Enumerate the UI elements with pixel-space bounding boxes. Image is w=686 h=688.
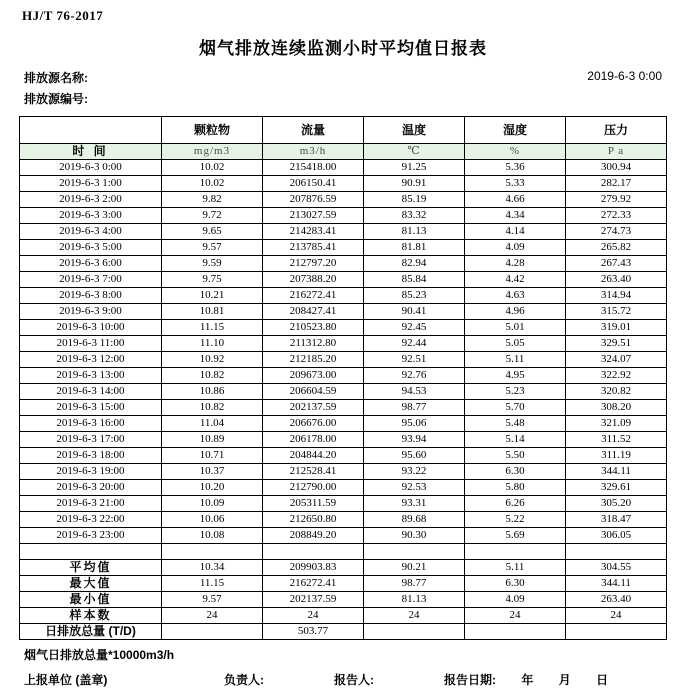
cell-value: 92.53 — [364, 480, 465, 496]
daily-total-pressure — [566, 624, 667, 640]
cell-value: 211312.80 — [263, 336, 364, 352]
page-title: 烟气排放连续监测小时平均值日报表 — [199, 39, 487, 58]
cell-value: 4.28 — [465, 256, 566, 272]
cell-value: 5.48 — [465, 416, 566, 432]
summary-value: 24 — [465, 608, 566, 624]
cell-value: 5.36 — [465, 160, 566, 176]
reporting-unit-label: 上报单位 (盖章) — [24, 673, 108, 687]
cell-time: 2019-6-3 2:00 — [20, 192, 162, 208]
cell-value: 329.51 — [566, 336, 667, 352]
summary-row — [20, 560, 667, 576]
summary-value: 4.09 — [465, 592, 566, 608]
spacer-cell — [263, 544, 364, 560]
cell-value: 9.82 — [162, 192, 263, 208]
cell-value: 210523.80 — [263, 320, 364, 336]
cell-value: 5.22 — [465, 512, 566, 528]
table-row — [20, 320, 667, 336]
summary-value: 24 — [263, 608, 364, 624]
cell-value: 10.02 — [162, 176, 263, 192]
summary-value: 24 — [162, 608, 263, 624]
table-row — [20, 160, 667, 176]
cell-value: 311.19 — [566, 448, 667, 464]
summary-row — [20, 592, 667, 608]
cell-value: 214283.41 — [263, 224, 364, 240]
cell-value: 5.05 — [465, 336, 566, 352]
cell-value: 98.77 — [364, 400, 465, 416]
header-pressure: 压力 — [566, 117, 667, 144]
summary-row — [20, 608, 667, 624]
cell-value: 207388.20 — [263, 272, 364, 288]
header-flow: 流量 — [263, 117, 364, 144]
cell-value: 92.45 — [364, 320, 465, 336]
cell-value: 5.69 — [465, 528, 566, 544]
unit-time: 时 间 — [20, 144, 162, 160]
cell-value: 10.08 — [162, 528, 263, 544]
table-row — [20, 256, 667, 272]
table-row — [20, 384, 667, 400]
standard-code: HJ/T 76-2017 — [22, 8, 104, 23]
footer-note: 烟气日排放总量*10000m3/h — [24, 648, 175, 662]
cell-value: 300.94 — [566, 160, 667, 176]
cell-time: 2019-6-3 14:00 — [20, 384, 162, 400]
cell-value: 93.22 — [364, 464, 465, 480]
table-row — [20, 400, 667, 416]
summary-value: 263.40 — [566, 592, 667, 608]
table-row — [20, 288, 667, 304]
summary-label: 最大值 — [20, 576, 162, 592]
cell-value: 209673.00 — [263, 368, 364, 384]
cell-value: 213027.59 — [263, 208, 364, 224]
summary-label: 平均值 — [20, 560, 162, 576]
cell-value: 5.23 — [465, 384, 566, 400]
cell-value: 5.33 — [465, 176, 566, 192]
cell-value: 5.14 — [465, 432, 566, 448]
cell-value: 314.94 — [566, 288, 667, 304]
cell-value: 204844.20 — [263, 448, 364, 464]
report-datetime: 2019-6-3 0:00 — [587, 69, 662, 83]
cell-value: 212797.20 — [263, 256, 364, 272]
cell-value: 324.07 — [566, 352, 667, 368]
cell-time: 2019-6-3 22:00 — [20, 512, 162, 528]
spacer-cell — [566, 544, 667, 560]
cell-value: 10.02 — [162, 160, 263, 176]
cell-value: 202137.59 — [263, 400, 364, 416]
cell-value: 9.59 — [162, 256, 263, 272]
cell-value: 85.84 — [364, 272, 465, 288]
table-row — [20, 192, 667, 208]
cell-value: 9.72 — [162, 208, 263, 224]
cell-value: 213785.41 — [263, 240, 364, 256]
summary-value: 24 — [364, 608, 465, 624]
summary-value: 209903.83 — [263, 560, 364, 576]
cell-value: 207876.59 — [263, 192, 364, 208]
spacer-cell — [465, 544, 566, 560]
source-code-row — [18, 90, 668, 108]
cell-value: 10.82 — [162, 368, 263, 384]
spacer-cell — [364, 544, 465, 560]
cell-time: 2019-6-3 6:00 — [20, 256, 162, 272]
cell-value: 95.60 — [364, 448, 465, 464]
cell-value: 82.94 — [364, 256, 465, 272]
cell-value: 206604.59 — [263, 384, 364, 400]
cell-value: 205311.59 — [263, 496, 364, 512]
header-blank — [20, 117, 162, 144]
summary-value: 98.77 — [364, 576, 465, 592]
cell-time: 2019-6-3 18:00 — [20, 448, 162, 464]
cell-value: 94.53 — [364, 384, 465, 400]
cell-value: 4.09 — [465, 240, 566, 256]
responsible-person-label: 负责人: — [224, 673, 264, 687]
cell-value: 4.95 — [465, 368, 566, 384]
spacer-row — [20, 544, 667, 560]
source-name-row — [18, 69, 668, 87]
summary-value: 344.11 — [566, 576, 667, 592]
cell-value: 89.68 — [364, 512, 465, 528]
cell-value: 83.32 — [364, 208, 465, 224]
unit-pressure: P a — [566, 144, 667, 160]
cell-value: 93.94 — [364, 432, 465, 448]
summary-value: 304.55 — [566, 560, 667, 576]
cell-value: 308.20 — [566, 400, 667, 416]
table-row — [20, 416, 667, 432]
cell-time: 2019-6-3 17:00 — [20, 432, 162, 448]
cell-time: 2019-6-3 19:00 — [20, 464, 162, 480]
summary-label: 最小值 — [20, 592, 162, 608]
reporter-label: 报告人: — [334, 673, 374, 687]
unit-humidity: % — [465, 144, 566, 160]
table-row — [20, 512, 667, 528]
spacer-cell — [162, 544, 263, 560]
summary-value: 9.57 — [162, 592, 263, 608]
cell-value: 10.20 — [162, 480, 263, 496]
summary-value: 10.34 — [162, 560, 263, 576]
cell-time: 2019-6-3 1:00 — [20, 176, 162, 192]
cell-time: 2019-6-3 10:00 — [20, 320, 162, 336]
day-label: 日 — [596, 673, 609, 687]
table-row — [20, 352, 667, 368]
spacer-cell — [20, 544, 162, 560]
emission-data-table — [19, 116, 667, 640]
header-temperature: 温度 — [364, 117, 465, 144]
source-code-label: 排放源编号: — [24, 92, 88, 106]
cell-time: 2019-6-3 0:00 — [20, 160, 162, 176]
cell-value: 5.80 — [465, 480, 566, 496]
cell-value: 10.86 — [162, 384, 263, 400]
summary-value: 24 — [566, 608, 667, 624]
cell-value: 216272.41 — [263, 288, 364, 304]
cell-value: 315.72 — [566, 304, 667, 320]
summary-value: 11.15 — [162, 576, 263, 592]
cell-value: 85.23 — [364, 288, 465, 304]
cell-value: 208849.20 — [263, 528, 364, 544]
cell-value: 322.92 — [566, 368, 667, 384]
table-header-row — [20, 117, 667, 144]
cell-value: 319.01 — [566, 320, 667, 336]
cell-value: 11.10 — [162, 336, 263, 352]
cell-value: 215418.00 — [263, 160, 364, 176]
cell-time: 2019-6-3 15:00 — [20, 400, 162, 416]
cell-value: 10.06 — [162, 512, 263, 528]
daily-total-humidity — [465, 624, 566, 640]
cell-time: 2019-6-3 11:00 — [20, 336, 162, 352]
cell-value: 4.14 — [465, 224, 566, 240]
cell-value: 4.34 — [465, 208, 566, 224]
cell-value: 6.30 — [465, 464, 566, 480]
table-row — [20, 448, 667, 464]
table-row — [20, 208, 667, 224]
cell-time: 2019-6-3 5:00 — [20, 240, 162, 256]
cell-value: 10.89 — [162, 432, 263, 448]
cell-value: 10.81 — [162, 304, 263, 320]
cell-value: 81.81 — [364, 240, 465, 256]
summary-value: 6.30 — [465, 576, 566, 592]
cell-value: 212185.20 — [263, 352, 364, 368]
cell-value: 10.82 — [162, 400, 263, 416]
cell-value: 212650.80 — [263, 512, 364, 528]
cell-value: 212528.41 — [263, 464, 364, 480]
cell-value: 282.17 — [566, 176, 667, 192]
cell-value: 306.05 — [566, 528, 667, 544]
cell-value: 91.25 — [364, 160, 465, 176]
cell-value: 9.57 — [162, 240, 263, 256]
cell-time: 2019-6-3 9:00 — [20, 304, 162, 320]
summary-value: 81.13 — [364, 592, 465, 608]
cell-value: 318.47 — [566, 512, 667, 528]
summary-value: 5.11 — [465, 560, 566, 576]
table-row — [20, 432, 667, 448]
summary-label: 样本数 — [20, 608, 162, 624]
cell-value: 329.61 — [566, 480, 667, 496]
cell-value: 85.19 — [364, 192, 465, 208]
cell-value: 265.82 — [566, 240, 667, 256]
cell-value: 206150.41 — [263, 176, 364, 192]
unit-flow: m3/h — [263, 144, 364, 160]
cell-value: 92.76 — [364, 368, 465, 384]
cell-time: 2019-6-3 7:00 — [20, 272, 162, 288]
cell-value: 90.30 — [364, 528, 465, 544]
daily-total-row — [20, 624, 667, 640]
cell-value: 90.41 — [364, 304, 465, 320]
cell-value: 11.15 — [162, 320, 263, 336]
cell-value: 9.65 — [162, 224, 263, 240]
cell-value: 274.73 — [566, 224, 667, 240]
table-row — [20, 368, 667, 384]
table-row — [20, 272, 667, 288]
table-row — [20, 304, 667, 320]
cell-value: 4.96 — [465, 304, 566, 320]
cell-value: 5.50 — [465, 448, 566, 464]
cell-value: 9.75 — [162, 272, 263, 288]
summary-value: 90.21 — [364, 560, 465, 576]
cell-value: 4.42 — [465, 272, 566, 288]
summary-value: 216272.41 — [263, 576, 364, 592]
unit-particulate: mg/m3 — [162, 144, 263, 160]
cell-value: 5.01 — [465, 320, 566, 336]
cell-value: 321.09 — [566, 416, 667, 432]
daily-total-temperature — [364, 624, 465, 640]
header-humidity: 湿度 — [465, 117, 566, 144]
footer-signature-row — [18, 671, 668, 688]
cell-value: 10.21 — [162, 288, 263, 304]
header-particulate: 颗粒物 — [162, 117, 263, 144]
cell-value: 10.09 — [162, 496, 263, 512]
daily-total-flow: 503.77 — [263, 624, 364, 640]
table-row — [20, 464, 667, 480]
cell-value: 81.13 — [364, 224, 465, 240]
table-row — [20, 528, 667, 544]
cell-value: 4.63 — [465, 288, 566, 304]
cell-time: 2019-6-3 21:00 — [20, 496, 162, 512]
cell-time: 2019-6-3 13:00 — [20, 368, 162, 384]
cell-value: 92.44 — [364, 336, 465, 352]
daily-total-particulate — [162, 624, 263, 640]
table-row — [20, 336, 667, 352]
table-row — [20, 176, 667, 192]
report-date-label: 报告日期: — [444, 673, 496, 687]
table-row — [20, 224, 667, 240]
summary-row — [20, 576, 667, 592]
cell-value: 212790.00 — [263, 480, 364, 496]
cell-value: 90.91 — [364, 176, 465, 192]
daily-total-label: 日排放总量 (T/D) — [20, 624, 162, 640]
cell-value: 206676.00 — [263, 416, 364, 432]
cell-value: 10.37 — [162, 464, 263, 480]
cell-time: 2019-6-3 23:00 — [20, 528, 162, 544]
table-row — [20, 480, 667, 496]
cell-value: 311.52 — [566, 432, 667, 448]
cell-value: 206178.00 — [263, 432, 364, 448]
cell-value: 93.31 — [364, 496, 465, 512]
cell-value: 305.20 — [566, 496, 667, 512]
cell-value: 320.82 — [566, 384, 667, 400]
table-row — [20, 496, 667, 512]
cell-value: 5.70 — [465, 400, 566, 416]
cell-value: 5.11 — [465, 352, 566, 368]
table-unit-row — [20, 144, 667, 160]
cell-time: 2019-6-3 8:00 — [20, 288, 162, 304]
report-date-block — [444, 671, 662, 688]
cell-value: 279.92 — [566, 192, 667, 208]
cell-time: 2019-6-3 20:00 — [20, 480, 162, 496]
cell-value: 6.26 — [465, 496, 566, 512]
cell-value: 267.43 — [566, 256, 667, 272]
unit-temperature: ℃ — [364, 144, 465, 160]
table-row — [20, 240, 667, 256]
cell-time: 2019-6-3 12:00 — [20, 352, 162, 368]
cell-value: 208427.41 — [263, 304, 364, 320]
cell-time: 2019-6-3 16:00 — [20, 416, 162, 432]
cell-value: 4.66 — [465, 192, 566, 208]
year-label: 年 — [521, 673, 534, 687]
source-name-label: 排放源名称: — [24, 71, 88, 85]
cell-value: 344.11 — [566, 464, 667, 480]
cell-value: 263.40 — [566, 272, 667, 288]
cell-value: 11.04 — [162, 416, 263, 432]
month-label: 月 — [558, 673, 571, 687]
cell-time: 2019-6-3 4:00 — [20, 224, 162, 240]
summary-value: 202137.59 — [263, 592, 364, 608]
cell-value: 272.33 — [566, 208, 667, 224]
cell-time: 2019-6-3 3:00 — [20, 208, 162, 224]
cell-value: 95.06 — [364, 416, 465, 432]
cell-value: 92.51 — [364, 352, 465, 368]
cell-value: 10.92 — [162, 352, 263, 368]
cell-value: 10.71 — [162, 448, 263, 464]
